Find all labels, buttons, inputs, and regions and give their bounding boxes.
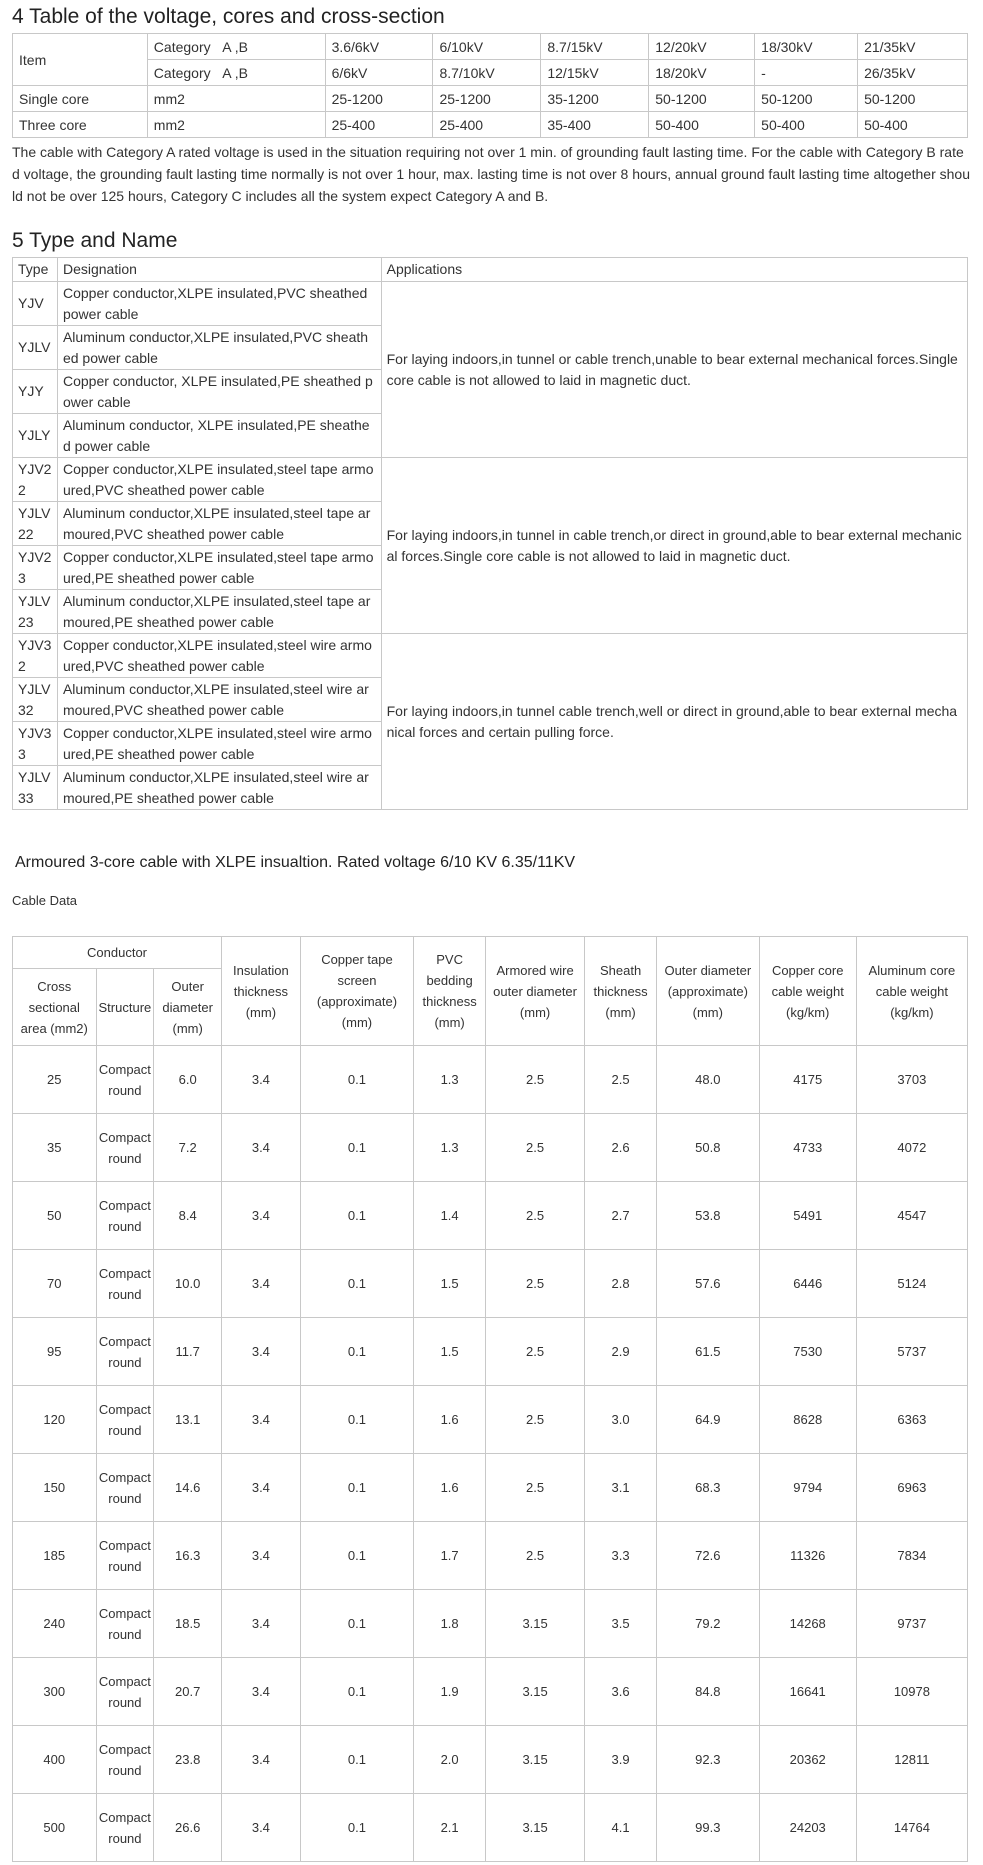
item-label: Item xyxy=(13,34,148,86)
insulation-cell: 3.4 xyxy=(222,1386,301,1454)
insulation-thickness-header: Insulation thickness (mm) xyxy=(222,937,301,1046)
copper-weight-cell: 4733 xyxy=(759,1114,856,1182)
structure-cell: Compact round xyxy=(96,1114,154,1182)
conductor-diameter-cell: 11.7 xyxy=(154,1318,222,1386)
voltage-cell: 12/15kV xyxy=(541,60,649,86)
outer-diameter-approx-header: Outer diameter (approximate) (mm) xyxy=(656,937,759,1046)
conductor-group-header: Conductor xyxy=(13,937,222,969)
voltage-cell: 26/35kV xyxy=(858,60,968,86)
table-row xyxy=(13,1182,968,1250)
aluminum-weight-cell: 12811 xyxy=(856,1726,967,1794)
type-code: YJV xyxy=(13,282,58,326)
cross-section-cell: 300 xyxy=(13,1658,97,1726)
voltage-cell: 18/30kV xyxy=(755,34,858,60)
designation: Aluminum conductor, XLPE insulated,PE sheathed power cable xyxy=(57,414,381,458)
table-row xyxy=(13,1046,968,1114)
structure-cell: Compact round xyxy=(96,1794,154,1862)
sheath-thickness-header: Sheath thickness (mm) xyxy=(585,937,657,1046)
armored-wire-cell: 3.15 xyxy=(485,1658,584,1726)
aluminum-weight-cell: 14764 xyxy=(856,1794,967,1862)
insulation-cell: 3.4 xyxy=(222,1046,301,1114)
structure-cell: Compact round xyxy=(96,1522,154,1590)
copper-tape-cell: 0.1 xyxy=(300,1182,414,1250)
armored-wire-header: Armored wire outer diameter (mm) xyxy=(485,937,584,1046)
designation: Copper conductor,XLPE insulated,steel tape armoured,PE sheathed power cable xyxy=(57,546,381,590)
cross-section-cell: 150 xyxy=(13,1454,97,1522)
conductor-diameter-cell: 23.8 xyxy=(154,1726,222,1794)
aluminum-weight-cell: 5124 xyxy=(856,1250,967,1318)
armored-wire-cell: 2.5 xyxy=(485,1454,584,1522)
sheath-cell: 3.0 xyxy=(585,1386,657,1454)
outer-diameter-cell: 50.8 xyxy=(656,1114,759,1182)
copper-weight-cell: 7530 xyxy=(759,1318,856,1386)
voltage-cell: 18/20kV xyxy=(649,60,755,86)
designation: Copper conductor, XLPE insulated,PE sheathed power cable xyxy=(57,370,381,414)
pvc-bedding-cell: 1.3 xyxy=(414,1046,486,1114)
armored-wire-cell: 2.5 xyxy=(485,1386,584,1454)
copper-weight-cell: 11326 xyxy=(759,1522,856,1590)
structure-cell: Compact round xyxy=(96,1046,154,1114)
application: For laying indoors,in tunnel cable trench,well or direct in ground,able to bear external mechanical forces and certain pulling force. xyxy=(381,634,967,810)
conductor-diameter-cell: 18.5 xyxy=(154,1590,222,1658)
cross-section-cell: 50 xyxy=(13,1182,97,1250)
cross-section-cell: 50-400 xyxy=(755,112,858,138)
copper-weight-cell: 16641 xyxy=(759,1658,856,1726)
outer-diameter-cell: 53.8 xyxy=(656,1182,759,1250)
copper-tape-cell: 0.1 xyxy=(300,1386,414,1454)
structure-cell: Compact round xyxy=(96,1182,154,1250)
structure-header: Structure xyxy=(96,969,154,1046)
type-table-header xyxy=(13,258,968,282)
cross-section-cell: 50-400 xyxy=(858,112,968,138)
armored-wire-cell: 2.5 xyxy=(485,1522,584,1590)
outer-diameter-cell: 84.8 xyxy=(656,1658,759,1726)
voltage-cell: 8.7/15kV xyxy=(541,34,649,60)
cross-section-cell: 240 xyxy=(13,1590,97,1658)
structure-cell: Compact round xyxy=(96,1590,154,1658)
voltage-cell: 21/35kV xyxy=(858,34,968,60)
insulation-cell: 3.4 xyxy=(222,1454,301,1522)
voltage-cell: 3.6/6kV xyxy=(325,34,433,60)
type-row xyxy=(13,634,968,678)
designation-header: Designation xyxy=(57,258,381,282)
copper-weight-cell: 6446 xyxy=(759,1250,856,1318)
type-header: Type xyxy=(13,258,58,282)
cross-section-cell: 400 xyxy=(13,1726,97,1794)
cross-section-cell: 35-400 xyxy=(541,112,649,138)
copper-tape-screen-header: Copper tape screen (approximate) (mm) xyxy=(300,937,414,1046)
copper-tape-cell: 0.1 xyxy=(300,1658,414,1726)
copper-tape-cell: 0.1 xyxy=(300,1454,414,1522)
category-label: Category A ,B xyxy=(147,34,325,60)
sheath-cell: 3.1 xyxy=(585,1454,657,1522)
sheath-cell: 3.9 xyxy=(585,1726,657,1794)
armored-wire-cell: 2.5 xyxy=(485,1114,584,1182)
cross-section-cell: 25-400 xyxy=(325,112,433,138)
copper-tape-cell: 0.1 xyxy=(300,1046,414,1114)
applications-header: Applications xyxy=(381,258,967,282)
table-row xyxy=(13,1658,968,1726)
conductor-outer-diameter-header: Outer diameter (mm) xyxy=(154,969,222,1046)
copper-tape-cell: 0.1 xyxy=(300,1250,414,1318)
armored-wire-cell: 3.15 xyxy=(485,1590,584,1658)
outer-diameter-cell: 79.2 xyxy=(656,1590,759,1658)
insulation-cell: 3.4 xyxy=(222,1522,301,1590)
structure-cell: Compact round xyxy=(96,1386,154,1454)
insulation-cell: 3.4 xyxy=(222,1726,301,1794)
table-row xyxy=(13,1794,968,1862)
application: For laying indoors,in tunnel in cable trench,or direct in ground,able to bear external mechanical forces.Single core cable is not allowed to laid in magnetic duct. xyxy=(381,458,967,634)
type-code: YJLV23 xyxy=(13,590,58,634)
type-code: YJLV33 xyxy=(13,766,58,810)
pvc-bedding-header: PVC bedding thickness (mm) xyxy=(414,937,486,1046)
table-row xyxy=(13,1114,968,1182)
category-label: Category A ,B xyxy=(147,60,325,86)
pvc-bedding-cell: 1.9 xyxy=(414,1658,486,1726)
type-code: YJLV32 xyxy=(13,678,58,722)
pvc-bedding-cell: 1.4 xyxy=(414,1182,486,1250)
insulation-cell: 3.4 xyxy=(222,1590,301,1658)
cross-section-cell: 25-400 xyxy=(433,112,541,138)
designation: Copper conductor,XLPE insulated,PVC sheathed power cable xyxy=(57,282,381,326)
section-4-title: 4 Table of the voltage, cores and cross-section xyxy=(12,5,445,28)
sheath-cell: 2.6 xyxy=(585,1114,657,1182)
designation: Aluminum conductor,XLPE insulated,steel wire armoured,PE sheathed power cable xyxy=(57,766,381,810)
pvc-bedding-cell: 1.6 xyxy=(414,1386,486,1454)
aluminum-weight-cell: 7834 xyxy=(856,1522,967,1590)
pvc-bedding-cell: 2.0 xyxy=(414,1726,486,1794)
pvc-bedding-cell: 1.8 xyxy=(414,1590,486,1658)
designation: Copper conductor,XLPE insulated,steel tape armoured,PVC sheathed power cable xyxy=(57,458,381,502)
cable-data-label: Cable Data xyxy=(12,893,78,908)
table-row xyxy=(13,1386,968,1454)
designation: Aluminum conductor,XLPE insulated,PVC sheathed power cable xyxy=(57,326,381,370)
cross-section-cell: 185 xyxy=(13,1522,97,1590)
aluminum-weight-cell: 5737 xyxy=(856,1318,967,1386)
table-row xyxy=(13,1454,968,1522)
application: For laying indoors,in tunnel or cable trench,unable to bear external mechanical forces.Single core cable is not allowed to laid in magnetic duct. xyxy=(381,282,967,458)
copper-weight-cell: 5491 xyxy=(759,1182,856,1250)
pvc-bedding-cell: 1.7 xyxy=(414,1522,486,1590)
copper-weight-cell: 14268 xyxy=(759,1590,856,1658)
sheath-cell: 3.5 xyxy=(585,1590,657,1658)
pvc-bedding-cell: 1.3 xyxy=(414,1114,486,1182)
voltage-cell: - xyxy=(755,60,858,86)
cable-table-group-header xyxy=(13,937,968,969)
copper-weight-cell: 4175 xyxy=(759,1046,856,1114)
copper-weight-cell: 8628 xyxy=(759,1386,856,1454)
structure-cell: Compact round xyxy=(96,1658,154,1726)
aluminum-weight-cell: 4072 xyxy=(856,1114,967,1182)
voltage-cell: 6/10kV xyxy=(433,34,541,60)
cross-section-row xyxy=(13,112,968,138)
cross-section-cell: 25-1200 xyxy=(433,86,541,112)
armored-wire-cell: 2.5 xyxy=(485,1182,584,1250)
designation: Aluminum conductor,XLPE insulated,steel tape armoured,PVC sheathed power cable xyxy=(57,502,381,546)
aluminum-weight-header: Aluminum core cable weight (kg/km) xyxy=(856,937,967,1046)
designation: Copper conductor,XLPE insulated,steel wire armoured,PVC sheathed power cable xyxy=(57,634,381,678)
pvc-bedding-cell: 1.5 xyxy=(414,1250,486,1318)
sheath-cell: 4.1 xyxy=(585,1794,657,1862)
insulation-cell: 3.4 xyxy=(222,1114,301,1182)
conductor-diameter-cell: 26.6 xyxy=(154,1794,222,1862)
cross-section-header: Cross sectional area (mm2) xyxy=(13,969,97,1046)
armored-wire-cell: 2.5 xyxy=(485,1250,584,1318)
sheath-cell: 2.5 xyxy=(585,1046,657,1114)
pvc-bedding-cell: 1.6 xyxy=(414,1454,486,1522)
insulation-cell: 3.4 xyxy=(222,1182,301,1250)
conductor-diameter-cell: 13.1 xyxy=(154,1386,222,1454)
insulation-cell: 3.4 xyxy=(222,1250,301,1318)
structure-cell: Compact round xyxy=(96,1250,154,1318)
armored-wire-cell: 3.15 xyxy=(485,1794,584,1862)
copper-tape-cell: 0.1 xyxy=(300,1522,414,1590)
type-name-table xyxy=(12,257,968,810)
designation: Aluminum conductor,XLPE insulated,steel wire armoured,PVC sheathed power cable xyxy=(57,678,381,722)
section-5-title: 5 Type and Name xyxy=(12,229,178,252)
type-code: YJLY xyxy=(13,414,58,458)
pvc-bedding-cell: 2.1 xyxy=(414,1794,486,1862)
aluminum-weight-cell: 4547 xyxy=(856,1182,967,1250)
sheath-cell: 2.8 xyxy=(585,1250,657,1318)
insulation-cell: 3.4 xyxy=(222,1658,301,1726)
cross-section-cell: 25-1200 xyxy=(325,86,433,112)
cross-section-cell: 50-1200 xyxy=(755,86,858,112)
cable-data-table xyxy=(12,936,968,1862)
unit-cell: mm2 xyxy=(147,86,325,112)
voltage-table xyxy=(12,33,968,138)
outer-diameter-cell: 99.3 xyxy=(656,1794,759,1862)
cross-section-cell: 50-400 xyxy=(649,112,755,138)
type-row xyxy=(13,458,968,502)
type-code: YJY xyxy=(13,370,58,414)
aluminum-weight-cell: 6963 xyxy=(856,1454,967,1522)
type-code: YJV32 xyxy=(13,634,58,678)
sheath-cell: 3.3 xyxy=(585,1522,657,1590)
unit-cell: mm2 xyxy=(147,112,325,138)
category-row xyxy=(13,34,968,60)
structure-cell: Compact round xyxy=(96,1318,154,1386)
copper-tape-cell: 0.1 xyxy=(300,1590,414,1658)
armored-wire-cell: 2.5 xyxy=(485,1046,584,1114)
conductor-diameter-cell: 7.2 xyxy=(154,1114,222,1182)
type-code: YJLV xyxy=(13,326,58,370)
conductor-diameter-cell: 8.4 xyxy=(154,1182,222,1250)
cross-section-cell: 70 xyxy=(13,1250,97,1318)
copper-tape-cell: 0.1 xyxy=(300,1114,414,1182)
type-code: YJV23 xyxy=(13,546,58,590)
copper-weight-cell: 9794 xyxy=(759,1454,856,1522)
copper-weight-header: Copper core cable weight (kg/km) xyxy=(759,937,856,1046)
copper-weight-cell: 20362 xyxy=(759,1726,856,1794)
table-row xyxy=(13,1726,968,1794)
outer-diameter-cell: 48.0 xyxy=(656,1046,759,1114)
outer-diameter-cell: 64.9 xyxy=(656,1386,759,1454)
cross-section-cell: 50-1200 xyxy=(649,86,755,112)
cross-section-cell: 35 xyxy=(13,1114,97,1182)
conductor-diameter-cell: 20.7 xyxy=(154,1658,222,1726)
category-row xyxy=(13,60,968,86)
designation: Copper conductor,XLPE insulated,steel wire armoured,PE sheathed power cable xyxy=(57,722,381,766)
type-code: YJV22 xyxy=(13,458,58,502)
outer-diameter-cell: 57.6 xyxy=(656,1250,759,1318)
voltage-category-note: The cable with Category A rated voltage is used in the situation requiring not over 1 min. of grounding fault lasting time. For the cable with Category B rated voltage, the grounding fault lasting time normally is not over 1 hour, max. lasting time is not over 8 hours, annual ground fault lasting time altogether should not be over 125 hours, Category C includes all the system expect Category A and B. xyxy=(12,144,970,204)
outer-diameter-cell: 68.3 xyxy=(656,1454,759,1522)
insulation-cell: 3.4 xyxy=(222,1318,301,1386)
copper-tape-cell: 0.1 xyxy=(300,1726,414,1794)
conductor-diameter-cell: 16.3 xyxy=(154,1522,222,1590)
copper-weight-cell: 24203 xyxy=(759,1794,856,1862)
copper-tape-cell: 0.1 xyxy=(300,1794,414,1862)
cross-section-row xyxy=(13,86,968,112)
outer-diameter-cell: 92.3 xyxy=(656,1726,759,1794)
voltage-cell: 6/6kV xyxy=(325,60,433,86)
outer-diameter-cell: 61.5 xyxy=(656,1318,759,1386)
core-label: Single core xyxy=(13,86,148,112)
table-row xyxy=(13,1250,968,1318)
conductor-diameter-cell: 6.0 xyxy=(154,1046,222,1114)
conductor-diameter-cell: 10.0 xyxy=(154,1250,222,1318)
aluminum-weight-cell: 3703 xyxy=(856,1046,967,1114)
armored-wire-cell: 2.5 xyxy=(485,1318,584,1386)
insulation-cell: 3.4 xyxy=(222,1794,301,1862)
cross-section-cell: 500 xyxy=(13,1794,97,1862)
sheath-cell: 3.6 xyxy=(585,1658,657,1726)
structure-cell: Compact round xyxy=(96,1726,154,1794)
core-label: Three core xyxy=(13,112,148,138)
outer-diameter-cell: 72.6 xyxy=(656,1522,759,1590)
conductor-diameter-cell: 14.6 xyxy=(154,1454,222,1522)
aluminum-weight-cell: 9737 xyxy=(856,1590,967,1658)
aluminum-weight-cell: 6363 xyxy=(856,1386,967,1454)
type-row xyxy=(13,282,968,326)
cross-section-cell: 50-1200 xyxy=(858,86,968,112)
cross-section-cell: 95 xyxy=(13,1318,97,1386)
table-row xyxy=(13,1318,968,1386)
armoured-cable-title: Armoured 3-core cable with XLPE insualtion. Rated voltage 6/10 KV 6.35/11KV xyxy=(15,854,576,871)
voltage-cell: 12/20kV xyxy=(649,34,755,60)
aluminum-weight-cell: 10978 xyxy=(856,1658,967,1726)
cross-section-cell: 35-1200 xyxy=(541,86,649,112)
copper-tape-cell: 0.1 xyxy=(300,1318,414,1386)
armored-wire-cell: 3.15 xyxy=(485,1726,584,1794)
voltage-cell: 8.7/10kV xyxy=(433,60,541,86)
table-row xyxy=(13,1590,968,1658)
designation: Aluminum conductor,XLPE insulated,steel tape armoured,PE sheathed power cable xyxy=(57,590,381,634)
sheath-cell: 2.7 xyxy=(585,1182,657,1250)
cross-section-cell: 120 xyxy=(13,1386,97,1454)
type-code: YJV33 xyxy=(13,722,58,766)
type-code: YJLV22 xyxy=(13,502,58,546)
structure-cell: Compact round xyxy=(96,1454,154,1522)
table-row xyxy=(13,1522,968,1590)
sheath-cell: 2.9 xyxy=(585,1318,657,1386)
cross-section-cell: 25 xyxy=(13,1046,97,1114)
pvc-bedding-cell: 1.5 xyxy=(414,1318,486,1386)
